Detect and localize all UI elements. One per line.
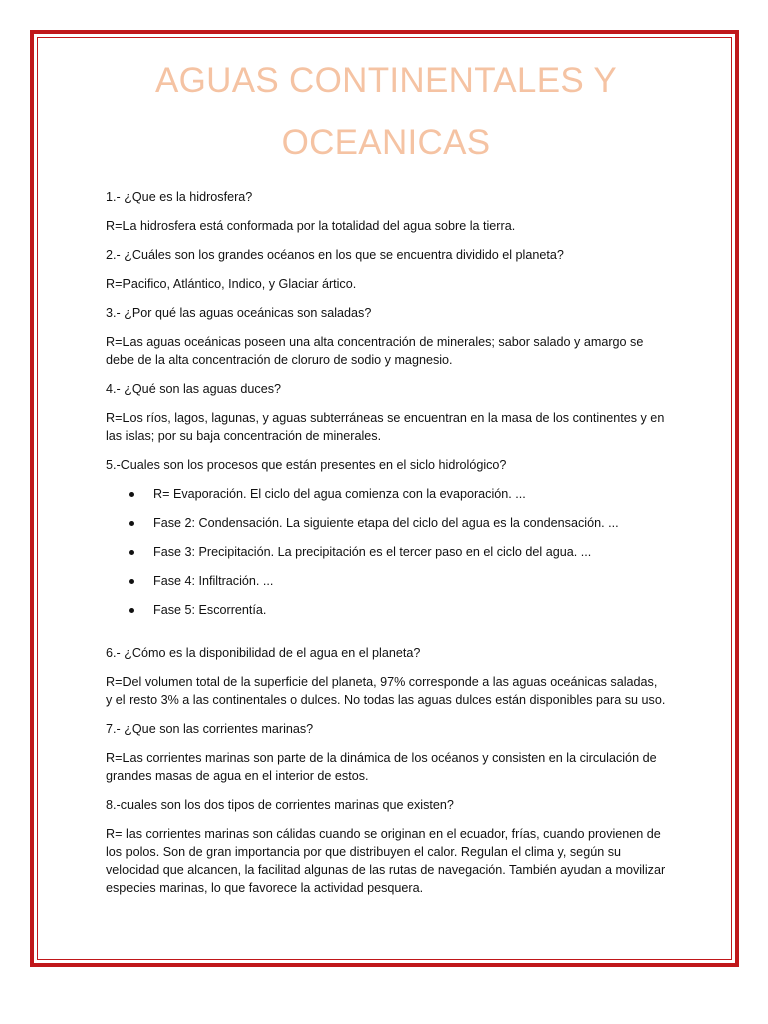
question-1: 1.- ¿Que es la hidrosfera? <box>106 190 253 204</box>
list-item-text: Fase 2: Condensación. La siguiente etapa del ciclo del agua es la condensación. ... <box>153 516 619 530</box>
title-line-2: OCEANICAS <box>281 123 491 162</box>
question-6: 6.- ¿Cómo es la disponibilidad de el agua en el planeta? <box>106 646 421 660</box>
bullet-icon <box>129 521 134 526</box>
document-content <box>106 50 666 908</box>
question-4: 4.- ¿Qué son las aguas duces? <box>106 382 282 396</box>
answer-5-list <box>106 485 666 619</box>
answer-1: R=La hidrosfera está conformada por la totalidad del agua sobre la tierra. <box>106 219 516 233</box>
title-line-1: AGUAS CONTINENTALES Y <box>154 61 618 100</box>
bullet-icon <box>129 550 134 555</box>
bullet-icon <box>129 492 134 497</box>
question-7: 7.- ¿Que son las corrientes marinas? <box>106 722 314 736</box>
document-title <box>106 50 666 174</box>
answer-4: R=Los ríos, lagos, lagunas, y aguas subterráneas se encuentran en la masa de los continentes y en las islas; por su baja concentración de minerales. <box>106 411 665 443</box>
answer-3: R=Las aguas oceánicas poseen una alta concentración de minerales; sabor salado y amargo se debe de la alta concentración de cloruro de sodio y magnesio. <box>106 335 644 367</box>
answer-7: R=Las corrientes marinas son parte de la dinámica de los océanos y consisten en la circulación de grandes masas de agua en el interior de estos. <box>106 751 657 783</box>
list-item-text: Fase 3: Precipitación. La precipitación es el tercer paso en el ciclo del agua. ... <box>153 545 592 559</box>
question-2: 2.- ¿Cuáles son los grandes océanos en los que se encuentra dividido el planeta? <box>106 248 564 262</box>
bullet-icon <box>129 608 134 613</box>
list-item-text: Fase 5: Escorrentía. <box>153 603 267 617</box>
list-item <box>106 543 666 561</box>
bullet-icon <box>129 579 134 584</box>
list-item <box>106 601 666 619</box>
question-3: 3.- ¿Por qué las aguas oceánicas son saladas? <box>106 306 372 320</box>
list-item-text: Fase 4: Infiltración. ... <box>153 574 274 588</box>
question-5: 5.-Cuales son los procesos que están presentes en el siclo hidrológico? <box>106 458 507 472</box>
list-item <box>106 485 666 503</box>
question-8: 8.-cuales son los dos tipos de corrientes marinas que existen? <box>106 798 454 812</box>
list-item-text: R= Evaporación. El ciclo del agua comienza con la evaporación. ... <box>153 487 526 501</box>
answer-8: R= las corrientes marinas son cálidas cuando se originan en el ecuador, frías, cuando provienen de los polos. Son de gran importancia por que distribuyen el calor. Regulan el clima y, según su velocidad que alcancen, la facilitad algunas de las rutas de navegación. También ayudan a movilizar especies marinas, lo que favorece la actividad pesquera. <box>106 827 666 895</box>
list-item <box>106 514 666 532</box>
answer-2: R=Pacifico, Atlántico, Indico, y Glaciar ártico. <box>106 277 357 291</box>
answer-6: R=Del volumen total de la superficie del planeta, 97% corresponde a las aguas oceánicas saladas, y el resto 3% a las continentales o dulces. No todas las aguas dulces están disponibles para su uso. <box>106 675 666 707</box>
list-item <box>106 572 666 590</box>
